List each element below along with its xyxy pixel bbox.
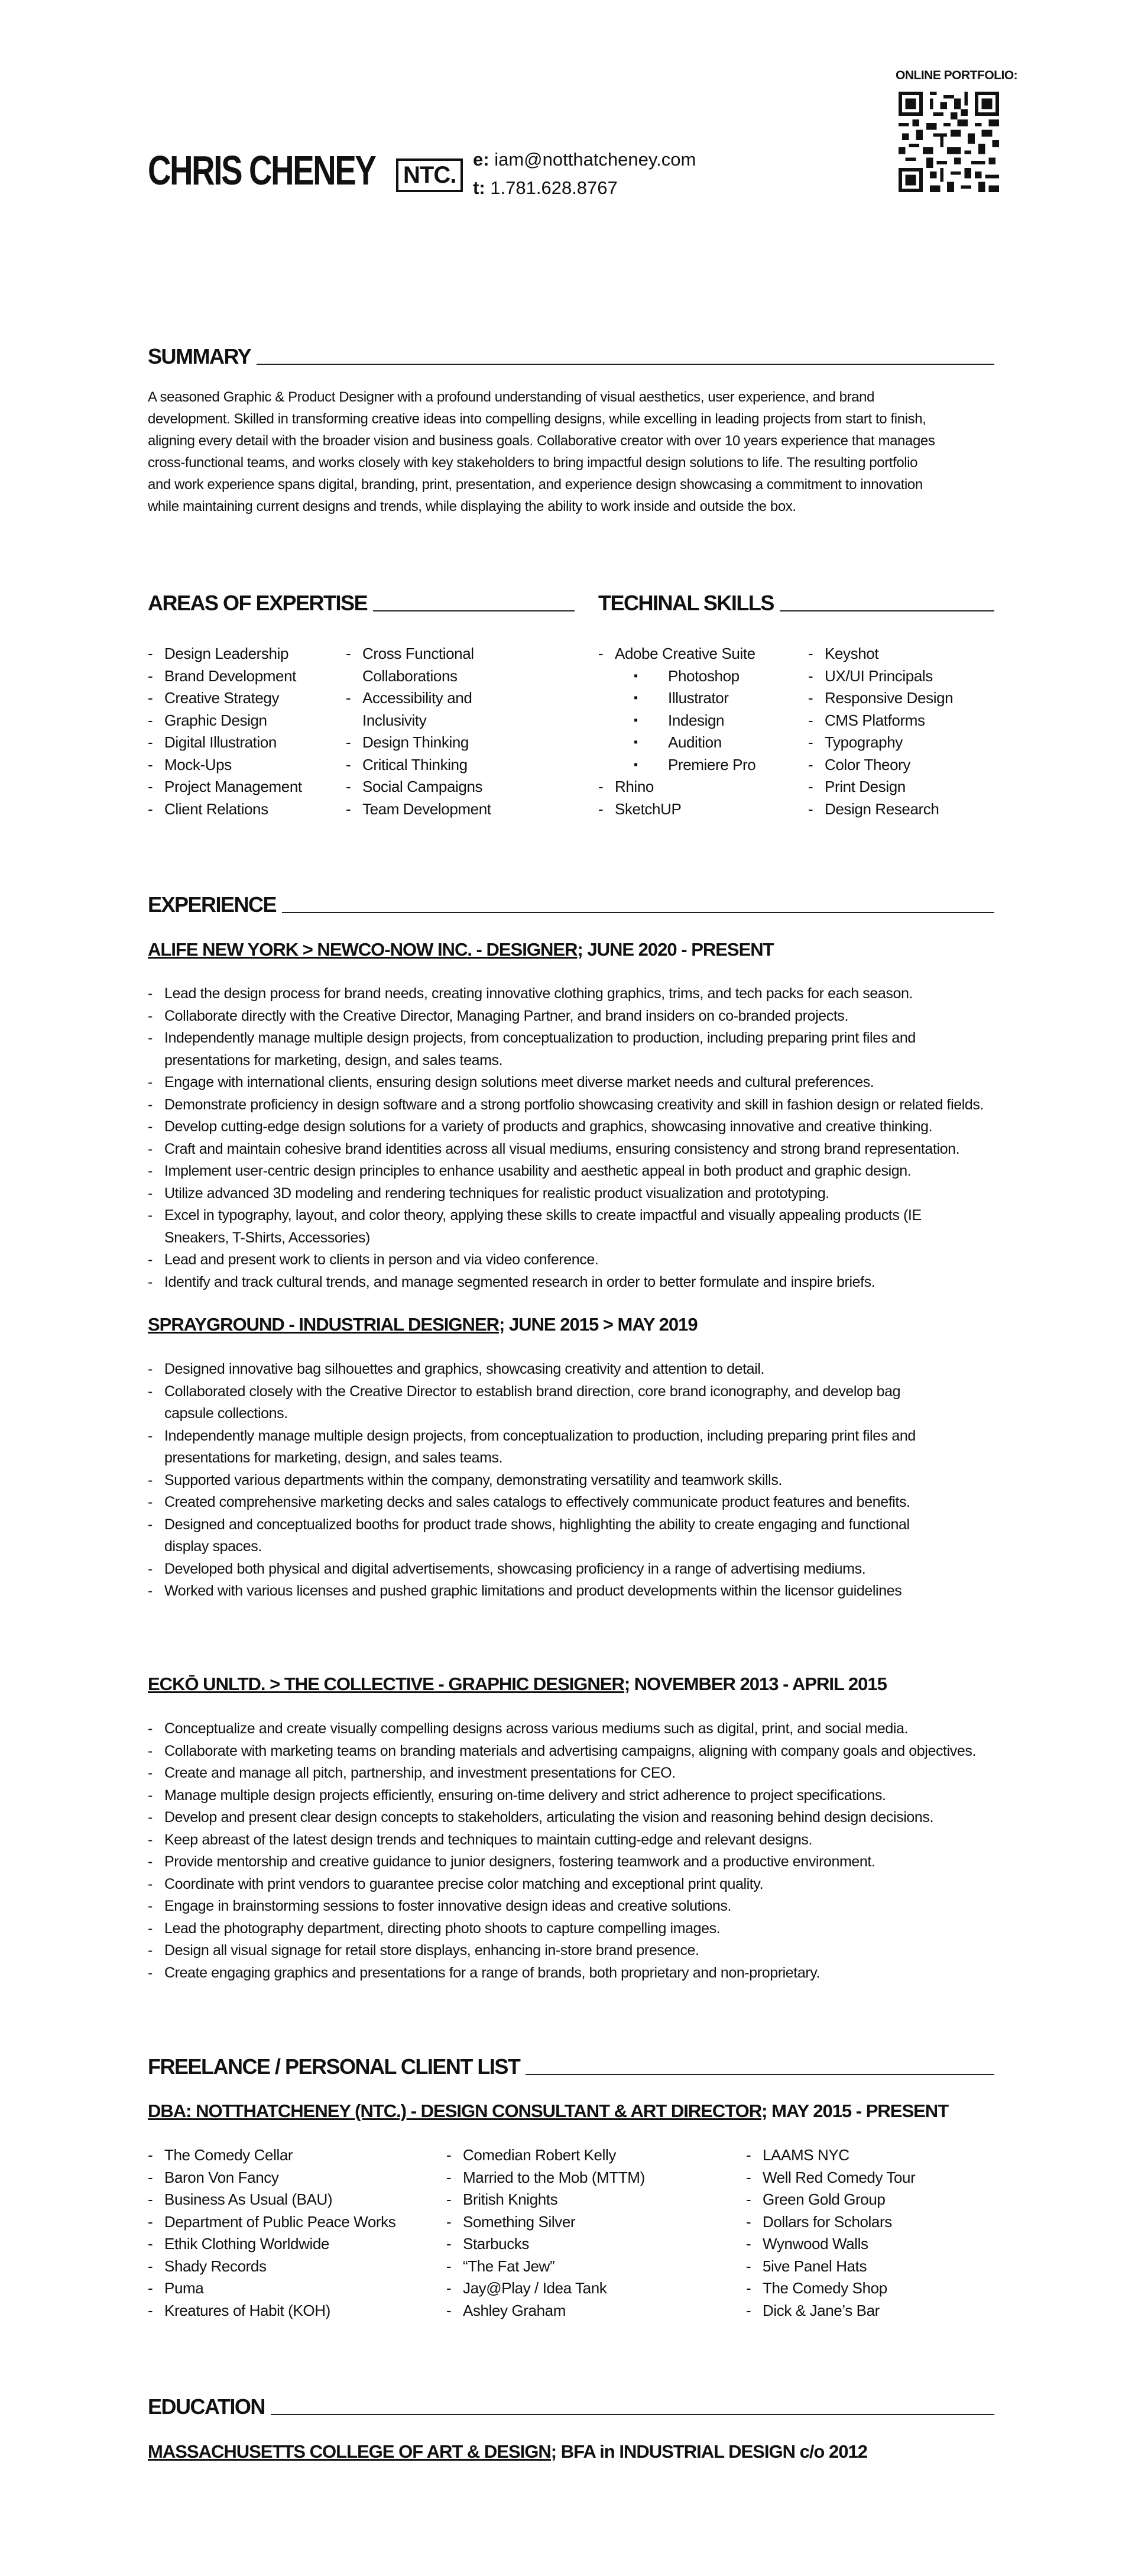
client-item: - British Knights [446, 2189, 730, 2211]
skills-list-1 [598, 643, 793, 820]
bullet: - Develop cutting-edge design solutions for a variety of products and graphics, showcasing innovative and creative thinking. [148, 1116, 1011, 1138]
client-item: - Dollars for Scholars [746, 2211, 994, 2234]
list-item: - Rhino [598, 776, 793, 798]
list-item: - Social Campaigns [346, 776, 523, 798]
list-item: - Graphic Design [148, 710, 337, 732]
experience-heading: EXPERIENCE [148, 892, 277, 917]
freelance-dates: MAY 2015 - PRESENT [771, 2101, 949, 2121]
summary-heading-row [148, 345, 994, 368]
ntc-logo-text: NTC. [403, 162, 456, 188]
divider [780, 610, 994, 611]
bullet: - Worked with various licenses and pushed graphic limitations and product developments within the licensor guidelines [148, 1580, 1011, 1603]
job-bullets-alife [148, 983, 1011, 1293]
list-item-text: Collaborations [362, 666, 458, 685]
summary-line: and work experience spans digital, branding, print, presentation, and experience design showcasing a commitment to innovation [148, 477, 923, 493]
education-heading-row [148, 2395, 994, 2419]
summary-heading: SUMMARY [148, 344, 251, 368]
bullet: - Supported various departments within the company, demonstrating versatility and teamwork skills. [148, 1470, 1011, 1492]
bullet: - Developed both physical and digital advertisements, showcasing proficiency in a range of advertising mediums. [148, 1558, 1011, 1581]
list-item: - Critical Thinking [346, 754, 523, 776]
client-item: - “The Fat Jew” [446, 2255, 730, 2278]
list-item: - Creative Strategy [148, 687, 337, 710]
client-item: - Business As Usual (BAU) [148, 2189, 432, 2211]
summary-line: A seasoned Graphic & Product Designer with a profound understanding of visual aesthetics, user experience, and brand [148, 389, 875, 405]
bullet: - Engage with international clients, ensuring design solutions meet diverse market needs and cultural preferences. [148, 1072, 1011, 1094]
portfolio-label: ONLINE PORTFOLIO: [896, 69, 1018, 82]
client-list-1 [148, 2144, 432, 2322]
list-item: - Mock-Ups [148, 754, 337, 776]
experience-heading-row [148, 893, 994, 917]
bullet: - Coordinate with print vendors to guarantee precise color matching and exceptional print quality. [148, 1873, 1011, 1896]
job-title: SPRAYGROUND - INDUSTRIAL DESIGNER; [148, 1314, 505, 1335]
bullet: - Design all visual signage for retail store displays, enhancing in-store brand presence. [148, 1940, 1011, 1962]
client-item: - Dick & Jane’s Bar [746, 2300, 994, 2322]
candidate-name: CHRIS CHENEY [148, 147, 375, 193]
bullet: - Lead the photography department, directing photo shoots to capture compelling images. [148, 1918, 1011, 1940]
bullet: - Engage in brainstorming sessions to foster innovative design ideas and creative solutions. [148, 1895, 1011, 1918]
client-item: - Ethik Clothing Worldwide [148, 2233, 432, 2255]
bullet: - Conceptualize and create visually compelling designs across various mediums such as digital, print, and social media. [148, 1718, 1011, 1740]
client-item: - Wynwood Walls [746, 2233, 994, 2255]
ntc-logo [396, 158, 463, 192]
list-item: - Team Development [346, 798, 523, 821]
list-item: - Color Theory [808, 754, 997, 776]
job-title: ECKŌ UNLTD. > THE COLLECTIVE - GRAPHIC DESIGNER; [148, 1674, 630, 1694]
skills-heading-row [598, 591, 994, 615]
phone-number[interactable]: 1.781.628.8767 [490, 177, 618, 198]
client-item: - Married to the Mob (MTTM) [446, 2167, 730, 2189]
phone-label: t: [473, 177, 485, 198]
list-item: - CMS Platforms [808, 710, 997, 732]
bullet: - Designed innovative bag silhouettes and graphics, showcasing creativity and attention to detail. [148, 1358, 1011, 1381]
client-item: - LAAMS NYC [746, 2144, 994, 2167]
bullet: - Collaborate directly with the Creative Director, Managing Partner, and brand insiders on co-branded projects. [148, 1005, 1011, 1028]
list-item: - Cross Functional [346, 643, 523, 665]
bullet: - Lead and present work to clients in person and via video conference. [148, 1249, 1011, 1271]
education-row [148, 2441, 867, 2462]
bullet: - Utilize advanced 3D modeling and rendering techniques for realistic product visualization and prototyping. [148, 1183, 1011, 1205]
job-title: ALIFE NEW YORK > NEWCO-NOW INC. - DESIGNER; [148, 939, 583, 960]
bullet: - Identify and track cultural trends, and manage segmented research in order to better formulate and inspire briefs. [148, 1271, 1011, 1294]
bullet: - Demonstrate proficiency in design software and a strong portfolio showcasing creativity and skill in fashion design or related fields. [148, 1094, 1011, 1117]
divider [257, 364, 994, 365]
list-item: - Digital Illustration [148, 732, 337, 754]
list-item: ▪ Photoshop [598, 665, 793, 688]
bullet-continued: Sneakers, T-Shirts, Accessories) [164, 1229, 370, 1246]
divider [271, 2414, 994, 2415]
list-item: - Accessibility and [346, 687, 523, 710]
bullet: - Manage multiple design projects efficiently, ensuring on-time delivery and strict adherence to project specifications. [148, 1785, 1011, 1807]
client-list-2 [446, 2144, 730, 2322]
freelance-title-row [148, 2101, 948, 2122]
list-item: - Responsive Design [808, 687, 997, 710]
bullet: - Create and manage all pitch, partnership, and investment presentations for CEO. [148, 1762, 1011, 1785]
client-item: - Well Red Comedy Tour [746, 2167, 994, 2189]
list-item: - Design Leadership [148, 643, 337, 665]
client-item: - Jay@Play / Idea Tank [446, 2277, 730, 2300]
bullet: - Excel in typography, layout, and color theory, applying these skills to create impactful and visually appealing products (IE [148, 1205, 1011, 1227]
education-heading: EDUCATION [148, 2394, 265, 2419]
client-item: - 5ive Panel Hats [746, 2255, 994, 2278]
bullet: - Independently manage multiple design projects, from conceptualization to production, including preparing print files and [148, 1425, 1011, 1448]
bullet: - Develop and present clear design concepts to stakeholders, articulating the vision and reasoning behind design decisions. [148, 1807, 1011, 1829]
job-title-alife [148, 939, 774, 960]
summary-text [148, 386, 1011, 517]
list-item: - SketchUP [598, 798, 793, 821]
bullet: - Craft and maintain cohesive brand identities across all visual mediums, ensuring consistency and strong brand representation. [148, 1138, 1011, 1161]
job-dates: JUNE 2020 - PRESENT [587, 939, 774, 960]
bullet: - Independently manage multiple design projects, from conceptualization to production, including preparing print files and [148, 1027, 1011, 1050]
list-item: - Client Relations [148, 798, 337, 821]
list-item: - Project Management [148, 776, 337, 798]
list-item: - Design Research [808, 798, 997, 821]
summary-line: while maintaining current designs and trends, while displaying the ability to work inside and outside the box. [148, 499, 796, 514]
skills-heading: TECHINAL SKILLS [598, 591, 774, 615]
client-item: - Comedian Robert Kelly [446, 2144, 730, 2167]
list-item: - Design Thinking [346, 732, 523, 754]
list-item: ▪ Audition [598, 732, 793, 754]
freelance-heading-row [148, 2055, 994, 2079]
list-item: - UX/UI Principals [808, 665, 997, 688]
divider [526, 2074, 994, 2075]
job-bullets-ecko [148, 1718, 1011, 1984]
freelance-heading: FREELANCE / PERSONAL CLIENT LIST [148, 2054, 520, 2079]
expertise-list-1 [148, 643, 337, 820]
list-item: - Brand Development [148, 665, 337, 688]
bullet: - Collaborated closely with the Creative Director to establish brand direction, core brand iconography, and develop bag [148, 1381, 1011, 1403]
client-item: - Something Silver [446, 2211, 730, 2234]
bullet: - Provide mentorship and creative guidance to junior designers, fostering teamwork and a productive environment. [148, 1851, 1011, 1873]
client-item: - Department of Public Peace Works [148, 2211, 432, 2234]
job-bullets-sprayground [148, 1358, 1011, 1603]
list-item-continued [346, 665, 523, 688]
client-item: - Shady Records [148, 2255, 432, 2278]
list-item: ▪ Illustrator [598, 687, 793, 710]
summary-line: cross-functional teams, and works closely with key stakeholders to bring impactful design solutions to life. The resulting portfolio [148, 455, 918, 471]
bullet: - Collaborate with marketing teams on branding materials and advertising campaigns, aligning with company goals and objectives. [148, 1740, 1011, 1763]
client-item: - Baron Von Fancy [148, 2167, 432, 2189]
bullet: - Keep abreast of the latest design trends and techniques to maintain cutting-edge and relevant designs. [148, 1829, 1011, 1852]
summary-line: aligning every detail with the broader vision and business goals. Collaborative creator with over 10 years experience that manages [148, 433, 935, 449]
skills-list-2 [808, 643, 997, 820]
bullet-continued: presentations for marketing, design, and sales teams. [164, 1051, 503, 1069]
email-address[interactable]: iam@notthatcheney.com [494, 149, 696, 170]
bullet: - Implement user-centric design principles to enhance usability and aesthetic appeal in both product and graphic design. [148, 1160, 1011, 1183]
list-item: ▪ Premiere Pro [598, 754, 793, 776]
bullet: - Created comprehensive marketing decks and sales catalogs to effectively communicate product features and benefits. [148, 1491, 1011, 1514]
email-line [473, 145, 696, 174]
client-item: - Ashley Graham [446, 2300, 730, 2322]
list-item-continued [346, 710, 523, 732]
email-label: e: [473, 149, 489, 170]
bullet-continued: capsule collections. [164, 1405, 288, 1422]
bullet: - Lead the design process for brand needs, creating innovative clothing graphics, trims, and tech packs for each season. [148, 983, 1011, 1005]
list-item: - Print Design [808, 776, 997, 798]
job-title-sprayground [148, 1314, 698, 1335]
bullet: - Create engaging graphics and presentations for a range of brands, both proprietary and non-proprietary. [148, 1962, 1011, 1985]
bullet-continued: presentations for marketing, design, and sales teams. [164, 1449, 503, 1466]
list-item-text: Inclusivity [362, 711, 427, 729]
client-item: - The Comedy Cellar [148, 2144, 432, 2167]
list-item: - Adobe Creative Suite [598, 643, 793, 665]
contact-info [473, 145, 696, 202]
divider [282, 912, 994, 913]
list-item: ▪ Indesign [598, 710, 793, 732]
client-item: - Kreatures of Habit (KOH) [148, 2300, 432, 2322]
phone-line [473, 174, 696, 202]
divider [373, 610, 575, 611]
client-item: - Starbucks [446, 2233, 730, 2255]
qr-code-icon[interactable] [899, 92, 999, 192]
list-item: - Keyshot [808, 643, 997, 665]
job-dates: JUNE 2015 > MAY 2019 [508, 1314, 698, 1335]
client-item: - The Comedy Shop [746, 2277, 994, 2300]
job-dates: NOVEMBER 2013 - APRIL 2015 [634, 1674, 887, 1694]
expertise-heading: AREAS OF EXPERTISE [148, 591, 368, 615]
client-item: - Puma [148, 2277, 432, 2300]
client-list-3 [746, 2144, 994, 2322]
summary-line: development. Skilled in transforming creative ideas into compelling designs, while excelling in leading projects from start to finish, [148, 411, 926, 427]
school-name: MASSACHUSETTS COLLEGE OF ART & DESIGN; [148, 2441, 557, 2462]
client-item: - Green Gold Group [746, 2189, 994, 2211]
expertise-list-2 [346, 643, 523, 820]
job-title-ecko [148, 1674, 887, 1695]
freelance-title: DBA: NOTTHATCHENEY (NTC.) - DESIGN CONSULTANT & ART DIRECTOR; [148, 2101, 767, 2121]
bullet: - Designed and conceptualized booths for product trade shows, highlighting the ability to create engaging and functional [148, 1514, 1011, 1536]
degree: BFA in INDUSTRIAL DESIGN c/o 2012 [560, 2441, 867, 2462]
bullet-continued: display spaces. [164, 1538, 262, 1555]
list-item: - Typography [808, 732, 997, 754]
expertise-heading-row [148, 591, 575, 615]
